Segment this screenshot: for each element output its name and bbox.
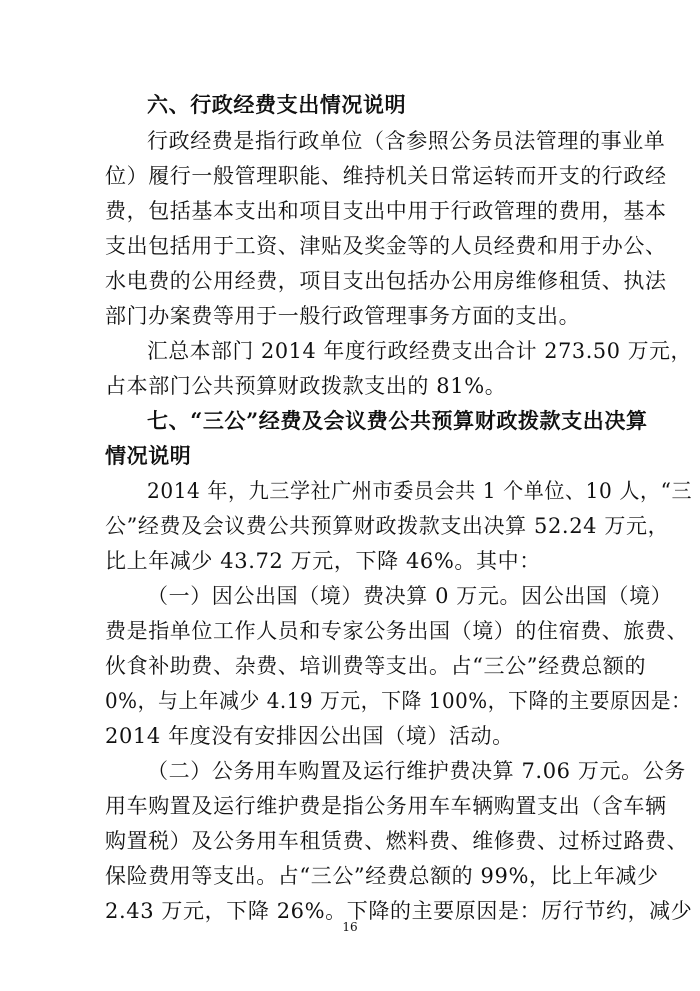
paragraph-line: 保险费用等支出。占“三公”经费总额的 99%，比上年减少 [105,864,659,888]
paragraph-line: 2.43 万元，下降 26%。下降的主要原因是：厉行节约，减少 [105,899,693,923]
paragraph-line: 0%，与上年减少 4.19 万元，下降 100%，下降的主要原因是： [105,689,692,713]
paragraph-line: 公”经费及会议费公共预算财政拨款支出决算 52.24 万元， [105,514,670,538]
paragraph-line: 部门办案费等用于一般行政管理事务方面的支出。 [105,304,581,328]
paragraph-line: 行政经费是指行政单位（含参照公务员法管理的事业单 [147,129,666,153]
paragraph-line: 2014 年，九三学社广州市委员会共 1 个单位、10 人，“三 [147,479,693,503]
paragraph-line: 购置税）及公务用车租赁费、燃料费、维修费、过桥过路费、 [105,829,689,853]
paragraph-line: 水电费的公用经费，项目支出包括办公用房维修租赁、执法 [105,269,667,293]
paragraph-line: 伙食补助费、杂费、培训费等支出。占“三公”经费总额的 [105,654,647,678]
paragraph-line: 位）履行一般管理职能、维持机关日常运转而开支的行政经 [105,164,667,188]
paragraph-line: 用车购置及运行维护费是指公务用车车辆购置支出（含车辆 [105,794,667,818]
paragraph-line: 支出包括用于工资、津贴及奖金等的人员经费和用于办公、 [105,234,667,258]
section-7-heading: 七、“三公”经费及会议费公共预算财政拨款支出决算 [147,408,648,433]
paragraph-line: 汇总本部门 2014 年度行政经费支出合计 273.50 万元， [147,339,692,363]
paragraph-line: （二）公务用车购置及运行维护费决算 7.06 万元。公务 [147,759,686,783]
paragraph-line: 费是指单位工作人员和专家公务出国（境）的住宿费、旅费、 [105,619,689,643]
section-6-heading: 六、行政经费支出情况说明 [147,92,407,117]
page-number: 16 [342,920,358,934]
paragraph-line: 比上年减少 43.72 万元，下降 46%。其中： [105,549,541,573]
paragraph-line: 2014 年度没有安排因公出国（境）活动。 [105,724,514,748]
section-7-heading-continued: 情况说明 [105,443,192,468]
paragraph-line: （一）因公出国（境）费决算 0 万元。因公出国（境） [147,584,673,608]
paragraph-line: 费，包括基本支出和项目支出中用于行政管理的费用，基本 [105,199,667,223]
paragraph-line: 占本部门公共预算财政拨款支出的 81%。 [105,374,507,398]
